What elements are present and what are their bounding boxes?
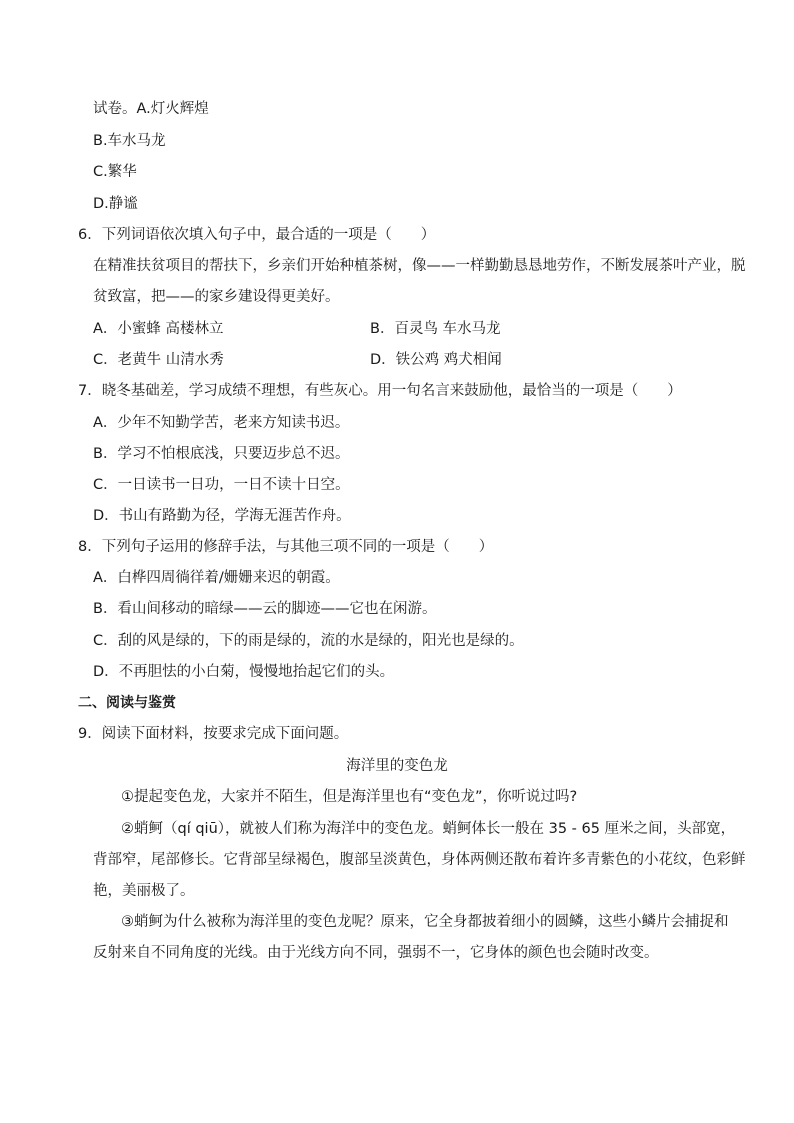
option-d: D．不再胆怯的小白菊，慢慢地抬起它们的头。 bbox=[93, 664, 395, 680]
question-6: 6．下列词语依次填入句子中，最合适的一项是（ ） bbox=[78, 227, 436, 243]
question-text: 在精准扶贫项目的帮扶下，乡亲们开始种植茶树，像——一样勤勤恳恳地劳作，不断发展茶叶产业，脱 bbox=[93, 258, 746, 274]
text-line: C.繁华 bbox=[93, 164, 137, 180]
text-line: 试卷。A.灯火辉煌 bbox=[93, 101, 209, 117]
option-c: C．一日读书一日功，一日不读十日空。 bbox=[93, 477, 350, 493]
option-c: C．刮的风是绿的，下的雨是绿的，流的水是绿的，阳光也是绿的。 bbox=[93, 633, 524, 649]
paragraph-3: ③蛸鲄为什么被称为海洋里的变色龙呢？原来，它全身都披着细小的圆鳞，这些小鳞片会捕捉和 bbox=[121, 914, 729, 930]
paragraph-1: ①提起变色龙，大家并不陌生，但是海洋里也有“变色龙”，你听说过吗? bbox=[121, 789, 578, 805]
paragraph-2: 艳，美丽极了。 bbox=[93, 883, 195, 899]
option-a: A．小蜜蜂 高楼林立 bbox=[93, 321, 224, 337]
question-8: 8．下列句子运用的修辞手法，与其他三项不同的一项是（ ） bbox=[78, 539, 494, 555]
option-a: A．白桦四周徜徉着/姗姗来迟的朝霞。 bbox=[93, 570, 340, 586]
option-b: B．学习不怕根底浅，只要迈步总不迟。 bbox=[93, 446, 350, 462]
question-text: 贫致富，把——的家乡建设得更美好。 bbox=[93, 289, 340, 305]
paragraph-2: 背部窄，尾部修长。它背部呈绿褐色，腹部呈淡黄色，身体两侧还散布着许多青紫色的小花纹，色彩鲜 bbox=[93, 852, 746, 868]
option-b: B．看山间移动的暗绿——云的脚迹——它也在闲游。 bbox=[93, 601, 437, 617]
question-7: 7．晓冬基础差，学习成绩不理想，有些灰心。用一句名言来鼓励他，最恰当的一项是（ ） bbox=[78, 383, 682, 399]
option-b: B．百灵鸟 车水马龙 bbox=[370, 321, 501, 337]
option-d: D．书山有路勤为径，学海无涯苦作舟。 bbox=[93, 508, 351, 524]
section-heading: 二、阅读与鉴赏 bbox=[78, 695, 176, 711]
paragraph-2: ②蛸鲄（qí qiū），就被人们称为海洋中的变色龙。蛸鲄体长一般在 35 - 65 厘米之间，头部宽， bbox=[121, 821, 736, 837]
text-line: D.静谧 bbox=[93, 196, 138, 212]
question-9: 9．阅读下面材料，按要求完成下面问题。 bbox=[78, 726, 349, 742]
text-line: B.车水马龙 bbox=[93, 133, 166, 149]
option-d: D．铁公鸡 鸡犬相闻 bbox=[370, 352, 502, 368]
paragraph-3: 反射来自不同角度的光线。由于光线方向不同，强弱不一，它身体的颜色也会随时改变。 bbox=[93, 945, 659, 961]
option-c: C．老黄牛 山清水秀 bbox=[93, 352, 224, 368]
option-a: A．少年不知勤学苦，老来方知读书迟。 bbox=[93, 415, 350, 431]
article-title: 海洋里的变色龙 bbox=[346, 758, 448, 774]
